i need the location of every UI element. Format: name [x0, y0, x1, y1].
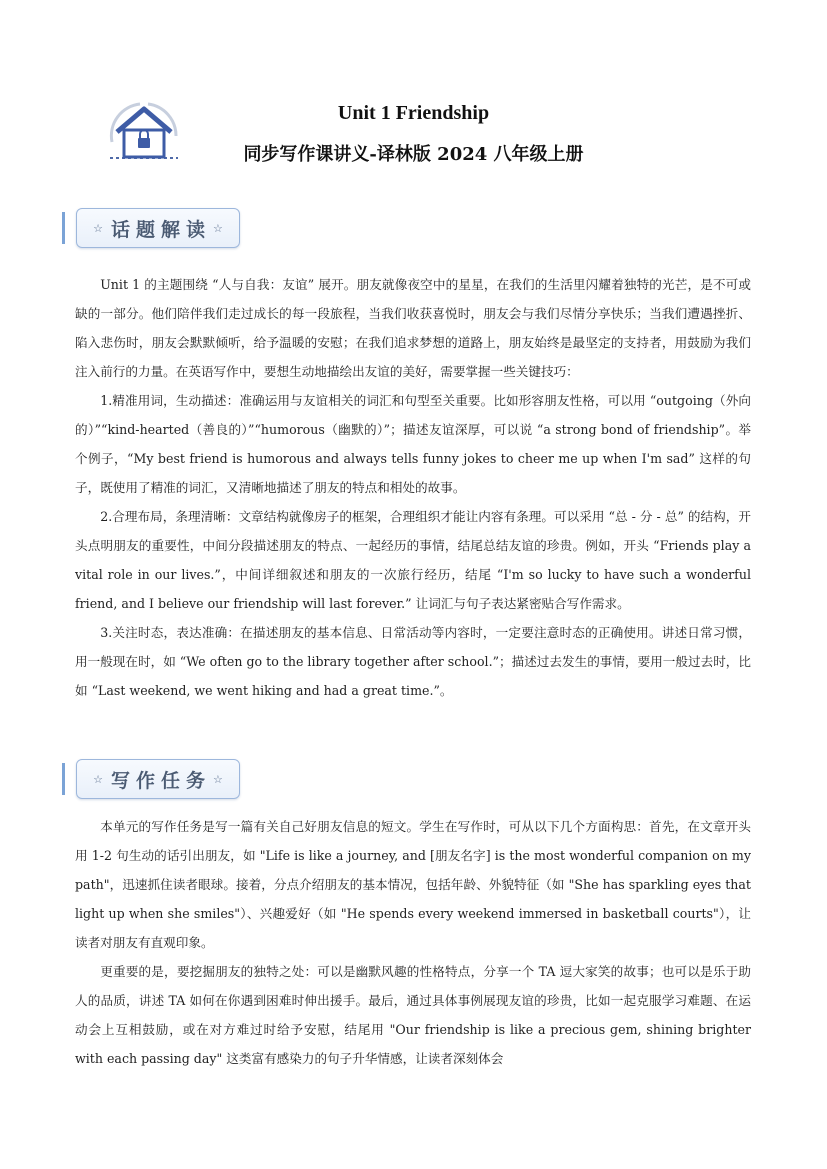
star-icon: ☆	[213, 772, 223, 786]
paragraph: 3.关注时态，表达准确：在描述朋友的基本信息、日常活动等内容时，一定要注意时态的正确使用。讲述日常习惯，用一般现在时，如 “We often go to the library together after school.”；描述过去发生的事情，要用一般过去时，比如 “Last weekend, we went hiking and had a great time.”。	[75, 625, 751, 698]
paragraph: Unit 1 的主题围绕 “人与自我：友谊” 展开。朋友就像夜空中的星星，在我们的生活里闪耀着独特的光芒，是不可或缺的一部分。他们陪伴我们走过成长的每一段旅程，当我们收获喜悦时，朋友会与我们尽情分享快乐；当我们遭遇挫折、陷入悲伤时，朋友会默默倾听，给予温暖的安慰；在我们追求梦想的道路上，朋友始终是最坚定的支持者，用鼓励为我们注入前行的力量。在英语写作中，要想生动地描绘出友谊的美好，需要掌握一些关键技巧：	[75, 277, 751, 379]
page-subtitle: 同步写作课讲义-译林版 2024 八年级上册	[243, 144, 584, 165]
paragraph: 更重要的是，要挖掘朋友的独特之处：可以是幽默风趣的性格特点，分享一个 TA 逗大家笑的故事；也可以是乐于助人的品质，讲述 TA 如何在你遇到困难时伸出援手。最后，通过具体事例展现友谊的珍贵，比如一起克服学习难题、在运动会上互相鼓励，或在对方难过时给予安慰，结尾用 "Our friendship is like a precious gem, shining brighter with each passing day" 这类富有感染力的句子升华情感，让读者深刻体会	[75, 964, 751, 1066]
star-icon: ☆	[213, 221, 223, 235]
paragraph: 本单元的写作任务是写一篇有关自己好朋友信息的短文。学生在写作时，可从以下几个方面构思：首先，在文章开头用 1-2 句生动的话引出朋友，如 "Life is like a journey, and [朋友名字] is the most wonderful companion on my path"，迅速抓住读者眼球。接着，分点介绍朋友的基本情况，包括年龄、外貌特征（如 "She has sparkling eyes that light up when she smiles"）、兴趣爱好（如 "He spends every weekend immersed in basketball courts"），让读者对朋友有直观印象。	[75, 819, 751, 950]
paragraph: 1.精准用词，生动描述：准确运用与友谊相关的词汇和句型至关重要。比如形容朋友性格，可以用 “outgoing（外向的）”“kind-hearted（善良的）”“humorous（幽默的）”；描述友谊深厚，可以说 “a strong bond of friendship”。举个例子，“My best friend is humorous and always tells funny jokes to cheer me up when I'm sad” 这样的句子，既使用了精准的词汇，又清晰地描述了朋友的特点和相处的故事。	[75, 393, 751, 495]
heading-box	[76, 208, 240, 248]
star-icon: ☆	[93, 221, 103, 235]
page-title: Unit 1 Friendship	[337, 102, 490, 124]
section-body-topic	[75, 270, 751, 705]
section-label: 写作任务	[110, 769, 211, 792]
paragraph: 2.合理布局，条理清晰：文章结构就像房子的框架，合理组织才能让内容有条理。可以采用 “总 - 分 - 总” 的结构，开头点明朋友的重要性，中间分段描述朋友的特点、一起经历的事情，结尾总结友谊的珍贵。例如，开头 “Friends play a vital role in our lives.”，中间详细叙述和朋友的一次旅行经历，结尾 “I'm so lucky to have such a wonderful friend, and I believe our friendship will last forever.” 让词汇与句子表达紧密贴合写作需求。	[75, 509, 751, 611]
heading-box	[76, 759, 240, 799]
heading-accent-bar	[62, 212, 65, 244]
section-body-task	[75, 812, 751, 1073]
star-icon: ☆	[93, 772, 103, 786]
section-label: 话题解读	[110, 218, 211, 241]
heading-accent-bar	[62, 763, 65, 795]
document-header	[0, 0, 827, 180]
